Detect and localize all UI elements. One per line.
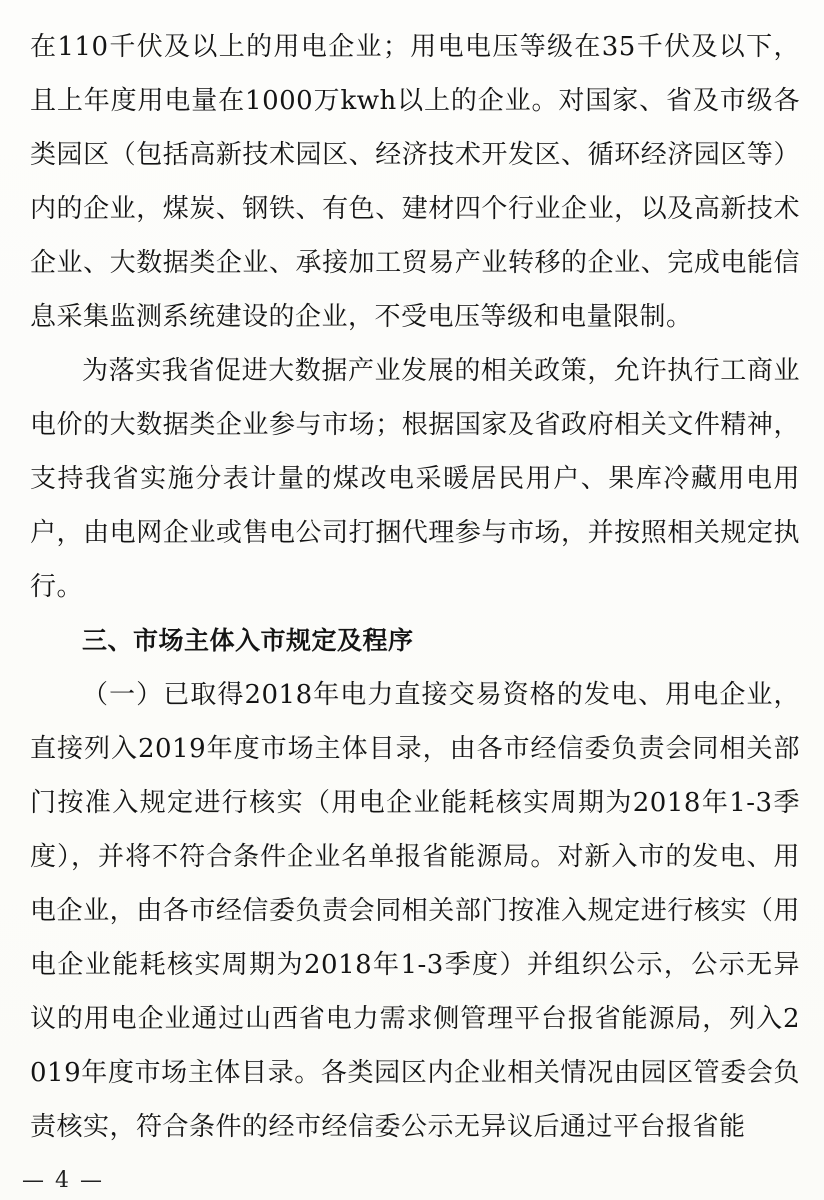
- paragraph-entry-procedure: （一）已取得2018年电力直接交易资格的发电、用电企业，直接列入2019年度市场主体目录，由各市经信委负责会同相关部门按准入规定进行核实（用电企业能耗核实周期为2018年1-3季度），并将不符合条件企业名单报省能源局。对新入市的发电、用电企业，由各市经信委负责会同相关部门按准入规定进行核实（用电企业能耗核实周期为2018年1-3季度）并组织公示，公示无异议的用电企业通过山西省电力需求侧管理平台报省能源局，列入2019年度市场主体目录。各类园区内企业相关情况由园区管委会负责核实，符合条件的经市经信委公示无异议后通过平台报省能: [30, 680, 800, 1142]
- document-body: [30, 20, 800, 1154]
- paragraph-eligibility-continued: 在110千伏及以上的用电企业；用电电压等级在35千伏及以下，且上年度用电量在1000万kwh以上的企业。对国家、省及市级各类园区（包括高新技术园区、经济技术开发区、循环经济园区等）内的企业，煤炭、钢铁、有色、建材四个行业企业，以及高新技术企业、大数据类企业、承接加工贸易产业转移的企业、完成电能信息采集监测系统建设的企业，不受电压等级和电量限制。: [30, 32, 800, 332]
- paragraph-big-data-policy: 为落实我省促进大数据产业发展的相关政策，允许执行工商业电价的大数据类企业参与市场；根据国家及省政府相关文件精神，支持我省实施分表计量的煤改电采暖居民用户、果库冷藏用电用户，由电网企业或售电公司打捆代理参与市场，并按照相关规定执行。: [30, 356, 800, 602]
- page-number: — 4 —: [22, 1168, 104, 1193]
- section-heading-market-entry: 三、市场主体入市规定及程序: [82, 626, 414, 655]
